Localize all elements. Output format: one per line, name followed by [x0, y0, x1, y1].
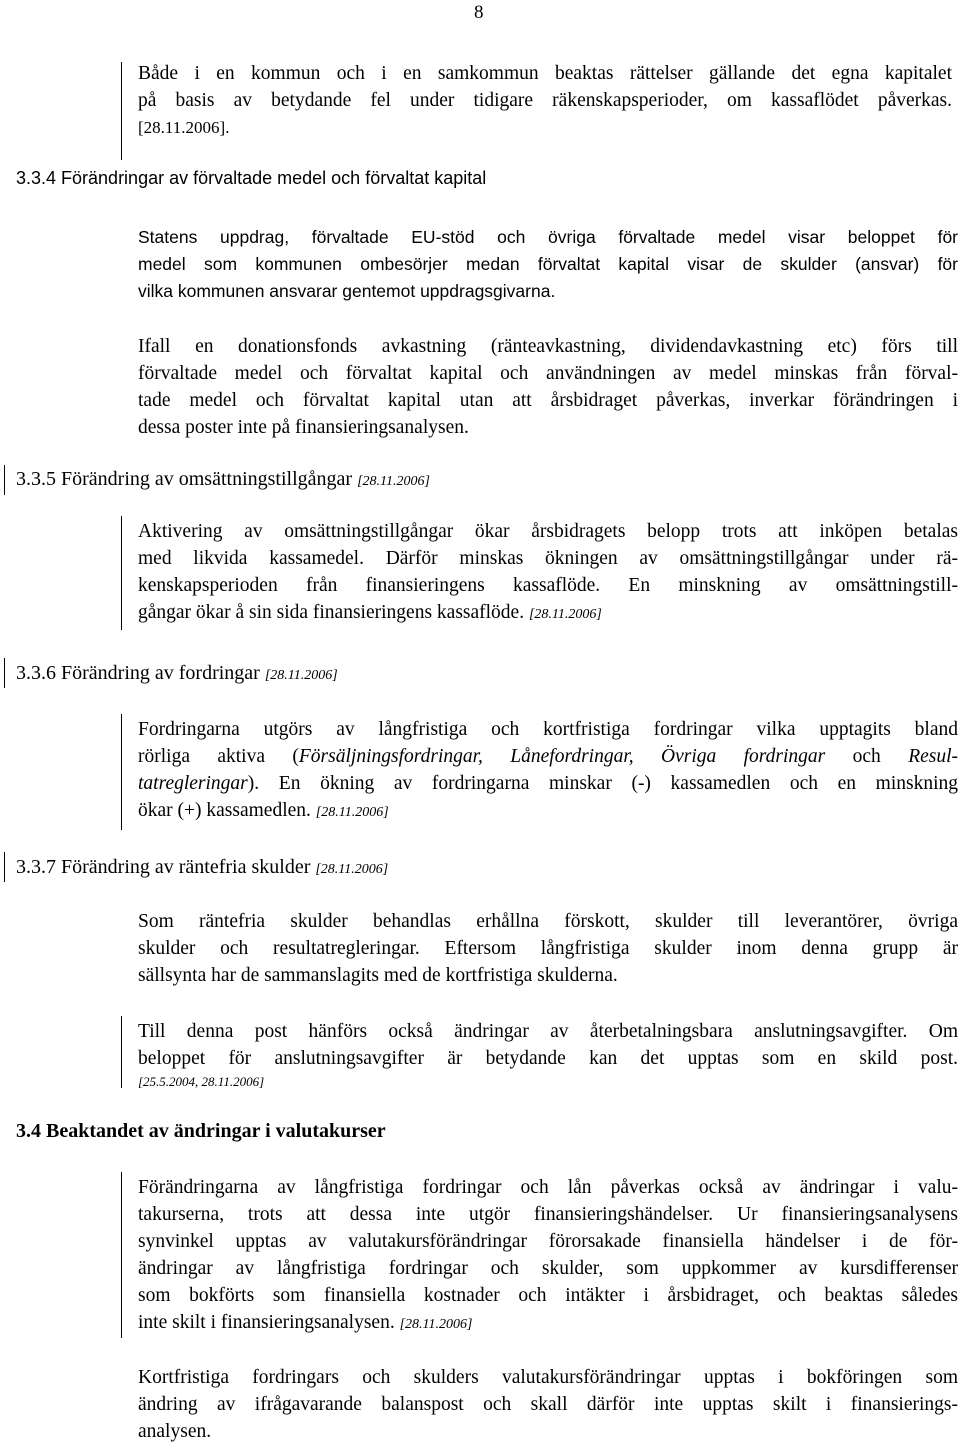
text-run-italic: Resul-: [908, 746, 959, 767]
text-run: rörliga aktiva (: [138, 746, 299, 767]
text-line: på basis av betydande fel under tidigare räkenskapsperioder, om kassaflödet påverkas.: [138, 90, 952, 111]
revision-reference: [28.11.2006]: [315, 862, 389, 877]
text-line-content: inte skilt i finansieringsanalysen.: [138, 1312, 395, 1333]
revision-reference: [28.11.2006]: [399, 1317, 473, 1332]
paragraph-rattelser: [138, 60, 952, 141]
heading-3-4: 3.4 Beaktandet av ändringar i valutakurser: [16, 1120, 386, 1142]
text-line: medel som kommunen ombesörjer medan förvaltat kapital visar de skulder (ansvar) för: [138, 254, 958, 274]
text-line: [138, 770, 958, 797]
heading-3-3-4: 3.3.4 Förändringar av förvaltade medel och förvaltat kapital: [16, 168, 487, 188]
heading-text: 3.3.5 Förändring av omsättningstillgångar: [16, 468, 353, 490]
heading-3-3-7: [16, 856, 388, 879]
text-line: sällsynta har de sammanslagits med de kortfristiga skulderna.: [138, 965, 618, 986]
change-bar: [4, 852, 5, 882]
text-line: Statens uppdrag, förvaltade EU-stöd och övriga förvaltade medel visar beloppet för: [138, 227, 958, 247]
paragraph-donationsfond: [138, 333, 958, 441]
change-bar: [121, 516, 122, 630]
paragraph-kortfristiga: [138, 1364, 958, 1445]
paragraph-statens-uppdrag: [138, 224, 958, 305]
text-line: [138, 743, 958, 770]
text-line: beloppet för anslutningsavgifter är betydande kan det upptas som en skild post.: [138, 1048, 958, 1069]
text-line: Som räntefria skulder behandlas erhållna förskott, skulder till leverantörer, övriga: [138, 911, 958, 932]
revision-reference: [28.11.2006]: [315, 805, 389, 820]
paragraph-aktivering: [138, 518, 958, 628]
text-line-content: ökar (+) kassamedlen.: [138, 800, 311, 821]
text-line: som bokförts som finansiella kostnader och intäkter i årsbidraget, och beaktas således: [138, 1285, 958, 1306]
text-line: skulder och resultatregleringar. Eftersom långfristiga skulder inom denna grupp är: [138, 938, 958, 959]
text-line: [138, 1309, 958, 1338]
text-line: förvaltade medel och förvaltat kapital och användningen av medel minskas från förval-: [138, 363, 958, 384]
text-line: Kortfristiga fordringars och skulders valutakursförändringar upptas i bokföringen som: [138, 1367, 958, 1388]
change-bar: [121, 714, 122, 830]
text-line: vilka kommunen ansvarar gentemot uppdragsgivarna.: [138, 281, 556, 301]
heading-3-3-5: [16, 468, 430, 491]
revision-reference: [28.11.2006]: [528, 607, 602, 622]
paragraph-rantefria-skulder: [138, 908, 958, 989]
text-line: med likvida kassamedel. Därför minskas ökningen av omsättningstillgångar under rä-: [138, 548, 958, 569]
text-line: ändring av ifrågavarande balanspost och skall därför inte upptas skilt i finansierings-: [138, 1394, 958, 1415]
paragraph-fordringarna: [138, 716, 958, 826]
text-line: Ifall en donationsfonds avkastning (ränteavkastning, dividendavkastning etc) förs till: [138, 336, 958, 357]
revision-reference: [28.11.2006]: [264, 668, 338, 683]
text-line: Till denna post hänförs också ändringar av återbetalningsbara anslutningsavgifter. Om: [138, 1021, 958, 1042]
change-bar: [121, 156, 122, 160]
text-line: analysen.: [138, 1421, 212, 1442]
text-run: och: [825, 746, 909, 767]
text-line: dessa poster inte på finansieringsanalysen.: [138, 417, 469, 438]
text-line: synvinkel upptas av valutakursförändringar förorsakade finansiella händelser i de för-: [138, 1231, 958, 1252]
text-line: Både i en kommun och i en samkommun beaktas rättelser gällande det egna kapitalet: [138, 63, 952, 84]
text-line: Aktivering av omsättningstillgångar ökar årsbidragets belopp trots att inköpen betalas: [138, 521, 958, 542]
text-line: [28.11.2006].: [138, 118, 230, 137]
revision-reference: [25.5.2004, 28.11.2006]: [138, 1074, 265, 1089]
text-run-italic: Försäljningsfordringar, Lånefordringar, Övriga fordringar: [298, 746, 826, 767]
change-bar: [121, 1172, 122, 1338]
change-bar: [4, 658, 5, 688]
change-bar: [4, 465, 5, 495]
text-run-italic: tatregleringar: [138, 773, 248, 794]
text-line: Fordringarna utgörs av långfristiga och kortfristiga fordringar vilka upptagits bland: [138, 719, 958, 740]
change-bar: [121, 1016, 122, 1088]
heading-text: 3.3.7 Förändring av räntefria skulder: [16, 856, 311, 878]
text-line: Förändringarna av långfristiga fordringar och lån påverkas också av ändringar i valu-: [138, 1177, 958, 1198]
text-line: takurserna, trots att dessa inte utgör finansieringshändelser. Ur finansieringsanalysens: [138, 1204, 958, 1225]
text-line: tade medel och förvaltat kapital utan att årsbidraget påverkas, inverkar förändringen i: [138, 390, 958, 411]
paragraph-valutakurser: [138, 1174, 958, 1338]
heading-3-3-6: [16, 662, 338, 685]
page-number: 8: [474, 2, 484, 23]
change-bar: [121, 62, 122, 158]
text-line: [138, 599, 958, 628]
text-run: ). En ökning av fordringarna minskar (-) kassamedlen och en minskning: [247, 773, 958, 794]
text-line: [138, 797, 958, 826]
text-line-content: gångar ökar å sin sida finansieringens kassaflöde.: [138, 602, 525, 623]
text-line: kenskapsperioden från finansieringens kassaflöde. En minskning av omsättningstill-: [138, 575, 958, 596]
paragraph-anslutningsavgifter: [138, 1018, 958, 1092]
heading-text: 3.3.6 Förändring av fordringar: [16, 662, 260, 684]
revision-reference: [28.11.2006]: [357, 474, 430, 489]
text-line: ändringar av långfristiga fordringar och skulder, som uppkommer av kursdifferenser: [138, 1258, 958, 1279]
